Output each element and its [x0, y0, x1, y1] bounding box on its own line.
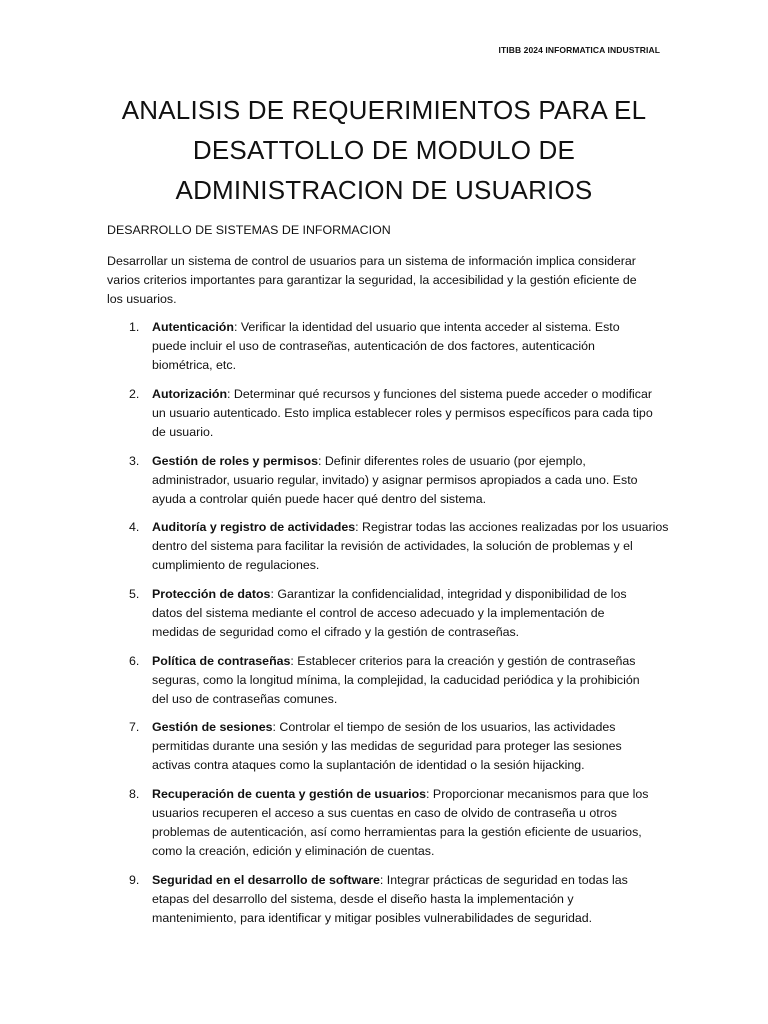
list-item-term: Gestión de roles y permisos: [152, 454, 318, 468]
list-item-text: : Verificar la identidad del usuario que intenta acceder al sistema. Esto: [233, 320, 620, 334]
list-item-line: como la creación, edición y eliminación de cuentas.: [152, 844, 435, 858]
list-item-body: [152, 871, 667, 928]
list-item-text: : Proporcionar mecanismos para que los: [426, 787, 649, 801]
list-item: [107, 585, 667, 642]
list-item-line: medidas de seguridad como el cifrado y la gestión de contraseñas.: [152, 625, 520, 639]
intro-line: varios criterios importantes para garantizar la seguridad, la accesibilidad y la gestión eficiente de: [107, 273, 637, 287]
list-item-text: : Determinar qué recursos y funciones del sistema puede acceder o modificar: [227, 387, 652, 401]
list-item-text: : Integrar prácticas de seguridad en todas las: [379, 873, 628, 887]
list-item-first-line: [152, 871, 667, 890]
list-item-number: 5.: [129, 587, 140, 601]
list-item-body: [152, 452, 667, 509]
list-item-line: datos del sistema mediante el control de acceso adecuado y la implementación de: [152, 606, 605, 620]
list-item-first-line: [152, 518, 667, 537]
list-item-line: usuarios recuperen el acceso a sus cuentas en caso de olvido de contraseña u otros: [152, 806, 617, 820]
list-item-line: ayuda a controlar quién puede hacer qué dentro del sistema.: [152, 492, 487, 506]
list-item-line: activas contra ataques como la suplantación de identidad o la sesión hijacking.: [152, 758, 585, 772]
intro-paragraph: [107, 252, 667, 309]
list-item-line: dentro del sistema para facilitar la revisión de actividades, la solución de problemas y el: [152, 539, 633, 553]
list-item-term: Seguridad en el desarrollo de software: [152, 873, 380, 887]
list-item-line: biométrica, etc.: [152, 358, 237, 372]
list-item: [107, 318, 667, 375]
intro-line: Desarrollar un sistema de control de usuarios para un sistema de información implica considerar: [107, 254, 636, 268]
list-item-first-line: [152, 318, 667, 337]
list-item-line: puede incluir el uso de contraseñas, autenticación de dos factores, autenticación: [152, 339, 595, 353]
list-item-text: : Definir diferentes roles de usuario (por ejemplo,: [317, 454, 586, 468]
list-item-first-line: [152, 385, 667, 404]
list-item-text: : Garantizar la confidencialidad, integridad y disponibilidad de los: [270, 587, 627, 601]
list-item-body: [152, 585, 667, 642]
list-item: [107, 652, 667, 709]
title-line: DESATTOLLO DE MODULO DE: [192, 135, 576, 165]
list-item: [107, 385, 667, 442]
list-item-number: 1.: [129, 320, 140, 334]
list-item-body: [152, 518, 667, 575]
list-item-number: 9.: [129, 873, 140, 887]
document-title: [80, 90, 688, 210]
list-item-body: [152, 385, 667, 442]
list-item-term: Autorización: [152, 387, 228, 401]
list-item-first-line: [152, 718, 667, 737]
list-item-term: Gestión de sesiones: [152, 720, 273, 734]
list-item-number: 8.: [129, 787, 140, 801]
list-item-line: mantenimiento, para identificar y mitigar posibles vulnerabilidades de seguridad.: [152, 911, 593, 925]
list-item-body: [152, 785, 667, 861]
list-item-term: Recuperación de cuenta y gestión de usuarios: [152, 787, 427, 801]
list-item-first-line: [152, 652, 667, 671]
list-item-line: del uso de contraseñas comunes.: [152, 692, 338, 706]
list-item: [107, 452, 667, 509]
list-item: [107, 871, 667, 928]
list-item-line: un usuario autenticado. Esto implica establecer roles y permisos específicos para cada tipo: [152, 406, 653, 420]
title-line: ANALISIS DE REQUERIMIENTOS PARA EL: [121, 95, 647, 125]
title-line: ADMINISTRACION DE USUARIOS: [175, 175, 593, 205]
list-item-term: Política de contraseñas: [152, 654, 291, 668]
list-item-first-line: [152, 585, 667, 604]
list-item-term: Autenticación: [152, 320, 234, 334]
list-item-first-line: [152, 785, 667, 804]
list-item-number: 7.: [129, 720, 140, 734]
list-item-number: 3.: [129, 454, 140, 468]
list-item: [107, 518, 667, 575]
list-item-line: seguras, como la longitud mínima, la complejidad, la caducidad periódica y la prohibición: [152, 673, 640, 687]
list-item-text: : Controlar el tiempo de sesión de los usuarios, las actividades: [272, 720, 616, 734]
list-item-term: Auditoría y registro de actividades: [152, 520, 356, 534]
list-item-line: problemas de autenticación, así como herramientas para la gestión eficiente de usuarios,: [152, 825, 642, 839]
intro-line: los usuarios.: [107, 292, 177, 306]
list-item-line: administrador, usuario regular, invitado) y asignar permisos apropiados a cada uno. Esto: [152, 473, 638, 487]
list-item: [107, 785, 667, 861]
page-header: ITIBB 2024 INFORMATICA INDUSTRIAL: [498, 45, 660, 55]
list-item-number: 6.: [129, 654, 140, 668]
list-item: [107, 718, 667, 775]
list-item-line: de usuario.: [152, 425, 214, 439]
list-item-body: [152, 318, 667, 375]
list-item-line: permitidas durante una sesión y las medidas de seguridad para proteger las sesiones: [152, 739, 622, 753]
section-subtitle: DESARROLLO DE SISTEMAS DE INFORMACION: [107, 223, 391, 237]
list-item-line: etapas del desarrollo del sistema, desde el diseño hasta la implementación y: [152, 892, 574, 906]
list-item-line: cumplimiento de regulaciones.: [152, 558, 320, 572]
list-item-number: 4.: [129, 520, 140, 534]
list-item-first-line: [152, 452, 667, 471]
list-item-body: [152, 718, 667, 775]
list-item-text: : Establecer criterios para la creación y gestión de contraseñas: [290, 654, 636, 668]
list-item-text: : Registrar todas las acciones realizadas por los usuarios: [355, 520, 669, 534]
list-item-term: Protección de datos: [152, 587, 271, 601]
list-item-body: [152, 652, 667, 709]
list-item-number: 2.: [129, 387, 140, 401]
